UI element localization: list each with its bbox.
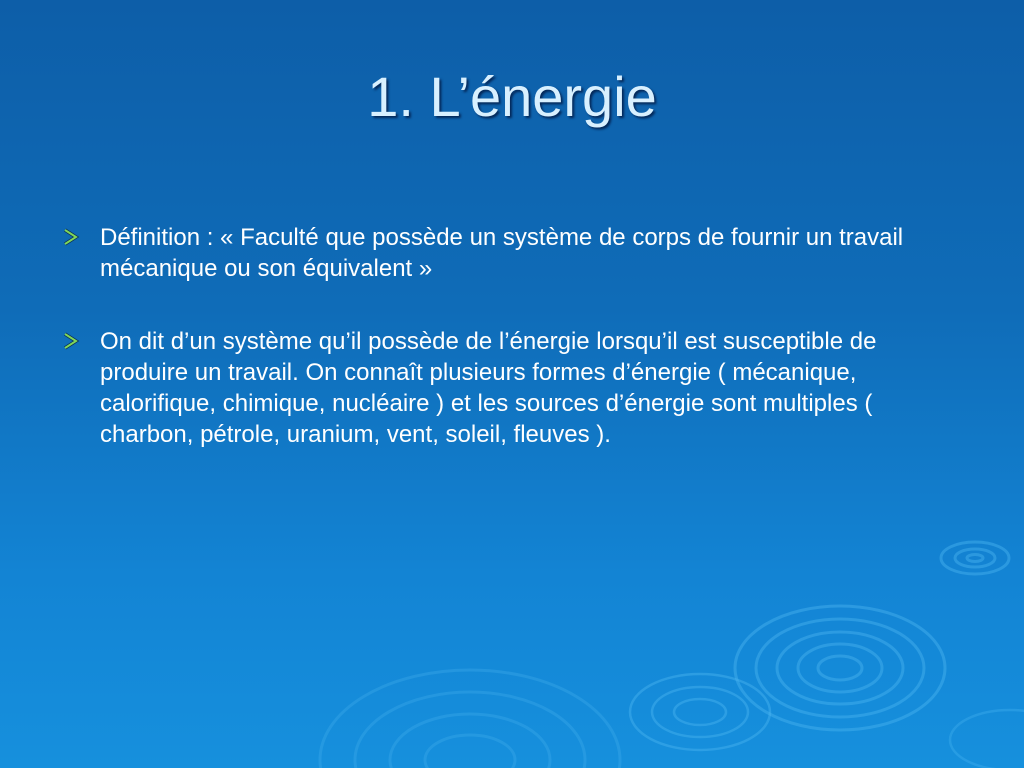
bullet-text: On dit d’un système qu’il possède de l’énergie lorsqu’il est susceptible de produire un travail. On connaît plusieurs formes d’énergie ( mécanique, calorifique, chimique, nucléaire ) et les sources d’énergie sont multiples ( charbon, pétrole, uranium, vent, soleil, fleuves ). (100, 328, 877, 448)
bullet-list (60, 222, 960, 450)
arrow-bullet-icon (62, 331, 82, 351)
bullet-text: Définition : « Faculté que possède un système de corps de fournir un travail mécanique ou son équivalent » (100, 224, 904, 282)
arrow-bullet-icon (62, 227, 82, 247)
slide-title: 1. L’énergie (367, 65, 657, 128)
bullet-item-system-energy (60, 326, 960, 450)
bullet-item-definition (60, 222, 960, 284)
